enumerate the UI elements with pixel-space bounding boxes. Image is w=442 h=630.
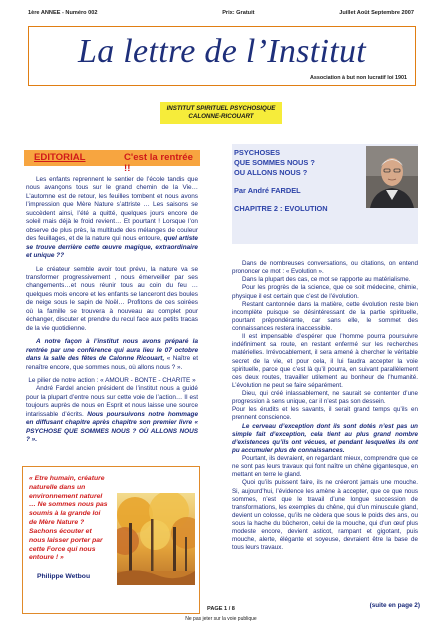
editorial-body <box>26 176 198 450</box>
article-author: Par André FARDEL <box>234 185 301 195</box>
editorial-header <box>24 150 200 174</box>
institut-name: INSTITUT SPIRITUEL PSYCHOSIQUE <box>166 105 276 112</box>
article-body <box>232 260 418 553</box>
article-highlight: Le cerveau d’exception dont ils sont dotés n’est pas un simple fait d’exception, cela tient au plus grand nombre d’existences qu’ils ont vécues, et pendant lesquelles ils ont pu accumuler plus de connaissances. <box>232 422 418 454</box>
issue-date: Juillet Août Septembre 2007 <box>339 10 414 16</box>
editorial-subtitle: C'est la rentrée !! <box>124 152 193 174</box>
article-paragraph: Dans de nombreuses conversations, ou citations, on entend prononcer ce mot : « Evolution ». <box>232 260 418 276</box>
article-paragraph: Restant cantonnée dans la matière, cette évolution reste bien incomplète puisque se désintéressant de la partie spirituelle, pourtant prépondérante, car sans elle, le sommet des connaissances restera inaccessible. <box>232 300 418 332</box>
article-paragraph: Dans la plupart des cas, ce mot se rapporte au matérialisme. <box>242 276 411 284</box>
article-chapter: CHAPITRE 2 : EVOLUTION <box>234 203 328 213</box>
quote-text: « Etre humain, créature naturelle dans un environnement naturel … Ne sommes nous pas soumis à la grande loi de Mère Nature ? Sachons écouter et nous laisser porter par cette Force qui nous entoure ! » <box>29 475 108 562</box>
editorial-paragraph: André Fardel ancien président de l’institut nous a guidé pour la plupart d’entre nous sur cette voie de l’action… Il est toujours auprès de nous en Esprit et nous laisse une source intarissable d’écrits. Nous poursuivons notre hommage en diffusant chapitre après chapitre son premier livre « PSYCHOSE QUE SOMMES NOUS ? OÙ ALLONS NOUS ? ». <box>26 385 198 444</box>
association-note: Association à but non lucratif loi 1901 <box>309 75 407 81</box>
editorial-paragraph: A notre façon à l’institut nous avons préparé la rentrée par une conférence qui aura lieu le 07 octobre dans la salle des fêtes de Calonne Ricouart, « Naître et renaître encore, que sommes nous, où allons nous ? ». <box>26 338 198 371</box>
editorial-label: EDITORIAL <box>34 152 86 163</box>
issue-number: 1ère ANNEE - Numéro 002 <box>28 10 98 16</box>
editorial-paragraph: Le créateur semble avoir tout prévu, la nature va se transformer progressivement , nous émerveiller par ses changements…et nous réunir tous au coin du feu …quelques mois encore et les enfants se lanceront des boules de neige sous le sapin de Noël… Profitons de ces soirées où la famille se trouvera à nouveau au complet pour échanger, discuter et prendre du recul face aux petits tracas de la vie quotidienne. <box>26 265 198 332</box>
article-paragraph: Pour les progrès de la science, que ce soit médecine, chimie, physique il est certain que c’est de l’évolution. <box>232 284 418 300</box>
quote-box <box>22 466 200 614</box>
continued-note: (suite en page 2) <box>369 602 420 609</box>
article-title-line: PSYCHOSES <box>234 148 281 157</box>
quote-author: Philippe Wetbou <box>37 573 91 580</box>
institut-location: CALONNE-RICOUART <box>188 112 254 120</box>
article-title-line: OU ALLONS NOUS ? <box>234 167 308 177</box>
author-photo <box>366 146 418 208</box>
price-label: Prix: Gratuit <box>222 10 255 16</box>
article-paragraph: Dieu, qui créé inlassablement, ne saurait se contenter d’une progression à sens unique, car il n’est pas son dessein. <box>232 390 418 406</box>
autumn-forest-image <box>117 493 195 585</box>
article-paragraph: Quoi qu’ils puissent faire, ils ne créeront jamais une mouche. Si, aujourd’hui, l’évidence les amène à accepter, que ce que nous sommes, n’est que le travail d’une longue succession de transformations, les exemples du chêne, qui d’un minuscule gland, devient un colosse, qu’ils ne cèdera que sous le poids des ans, ou sous la hache du bûcheron, celui de la mouche, qui d’un œuf plus modeste encore, devient asticot, rampant et gigotant, puis mouche, alerte, élégante et soyeuse, devraient être la base de tous leurs travaux. <box>232 479 418 552</box>
article-paragraph: Il est impensable d’espérer que l’homme pourra poursuivre indéfiniment sa route, en restant enfermé sur les recherches matérielles. Irrévocablement, il sera amené à chercher le véritable secret de la vie, et pour cela, il lui faudra accepter la voie spirituelle, parce que c’est là qu’il pourra, en suivant parallèlement ces deux routes, travailler utilement au bonheur de l’humanité. L’évolution ne peut se faire séparément. <box>232 333 418 389</box>
article-paragraph: Pourtant, ils devraient, en regardant mieux, comprendre que ce ne sont pas leurs travaux qui font naître un chêne gigantesque, en mettant en terre le gland. <box>232 455 418 479</box>
editorial-paragraph: Les enfants reprennent le sentier de l’école tandis que nous avançons tous sur le grand chemin de la Vie… L’automne est de retour, les feuilles tombent et nous avons l’impression que Mère Nature s’attriste … Les saisons se succèdent ainsi, l’été a quitté, quelques jours encore de soleil mais déjà le froid revient… Et pourtant ! Lorsque l’on observe de plus près, la multitude des mélanges de couleur des feuillages, et de la nature qui nous entoure, quel artiste se trouve derrière cette œuvre magique, extraordinaire et unique ?? <box>26 176 198 260</box>
page-number: PAGE 1 / 8 <box>207 606 235 612</box>
article-paragraph: Pour les érudits et les savants, il serait grand temps qu’ils en prennent conscience. <box>232 406 418 422</box>
article-title-line: QUE SOMMES NOUS ? <box>234 157 315 167</box>
article-title-block <box>234 148 328 214</box>
top-info-bar <box>28 10 414 20</box>
masthead <box>28 26 416 86</box>
institut-label <box>160 102 282 124</box>
editorial-motto: Le pilier de notre action : « AMOUR - BONTE - CHARITE » <box>28 376 196 384</box>
article-header <box>232 144 418 244</box>
footer-note: Ne pas jeter sur la voie publique <box>185 616 257 622</box>
newsletter-title: La lettre de l’Institut <box>78 33 366 70</box>
